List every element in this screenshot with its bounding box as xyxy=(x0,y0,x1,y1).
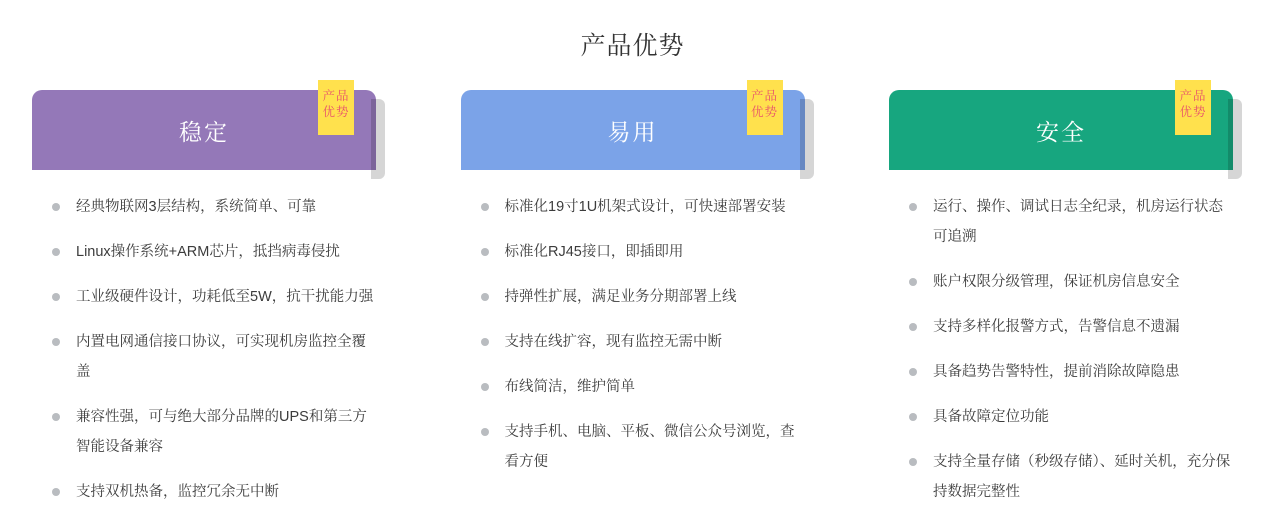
list-item-text: 账户权限分级管理，保证机房信息安全 xyxy=(933,274,1180,290)
bullet-dot-icon xyxy=(52,488,60,496)
card-shadow-tab xyxy=(371,99,385,179)
advantage-columns xyxy=(0,62,1265,522)
list-item-text: Linux操作系统+ARM芯片，抵挡病毒侵扰 xyxy=(76,244,340,260)
bullet-dot-icon xyxy=(481,293,489,301)
list-item xyxy=(477,282,805,312)
ribbon-badge xyxy=(1175,80,1211,135)
bullet-dot-icon xyxy=(909,413,917,421)
bullet-dot-icon xyxy=(909,278,917,286)
bullet-dot-icon xyxy=(909,323,917,331)
bullet-dot-icon xyxy=(481,203,489,211)
bullet-dot-icon xyxy=(909,368,917,376)
advantage-column-security xyxy=(889,90,1233,522)
list-item xyxy=(48,282,376,312)
list-item xyxy=(48,192,376,222)
bullet-dot-icon xyxy=(481,383,489,391)
list-item-text: 具备故障定位功能 xyxy=(933,409,1049,425)
list-item-text: 支持在线扩容，现有监控无需中断 xyxy=(504,334,722,350)
bullet-dot-icon xyxy=(481,428,489,436)
bullet-list-usability xyxy=(461,170,805,477)
ribbon-tail-icon xyxy=(318,124,354,135)
list-item xyxy=(905,357,1233,387)
list-item xyxy=(477,372,805,402)
ribbon-badge xyxy=(747,80,783,135)
list-item xyxy=(905,402,1233,432)
page-title: 产品优势 xyxy=(580,32,685,60)
list-item xyxy=(905,267,1233,297)
ribbon-badge xyxy=(318,80,354,135)
list-item-text: 标准化RJ45接口，即插即用 xyxy=(504,244,684,260)
list-item xyxy=(477,192,805,222)
list-item xyxy=(905,447,1233,507)
card-title: 稳定 xyxy=(179,118,229,145)
list-item-text: 内置电网通信接口协议，可实现机房监控全覆盖 xyxy=(76,334,366,380)
bullet-dot-icon xyxy=(481,248,489,256)
bullet-list-security xyxy=(889,170,1233,507)
list-item-text: 支持多样化报警方式，告警信息不遗漏 xyxy=(933,319,1180,335)
bullet-list-stability xyxy=(32,170,376,507)
list-item xyxy=(48,402,376,462)
ribbon-label: 产品优势 xyxy=(322,89,350,119)
bullet-dot-icon xyxy=(52,248,60,256)
ribbon-label: 产品优势 xyxy=(1179,89,1207,119)
list-item xyxy=(477,417,805,477)
bullet-dot-icon xyxy=(52,413,60,421)
list-item-text: 布线简洁，维护简单 xyxy=(504,379,635,395)
list-item-text: 支持手机、电脑、平板、微信公众号浏览，查看方便 xyxy=(504,424,795,470)
list-item-text: 运行、操作、调试日志全纪录，机房运行状态可追溯 xyxy=(933,199,1223,245)
bullet-dot-icon xyxy=(52,338,60,346)
bullet-dot-icon xyxy=(52,293,60,301)
bullet-dot-icon xyxy=(52,203,60,211)
list-item xyxy=(905,192,1233,252)
card-shadow-tab xyxy=(800,99,814,179)
ribbon-tail-icon xyxy=(747,124,783,135)
card-title: 安全 xyxy=(1036,118,1086,145)
card-header-stability xyxy=(32,90,376,170)
list-item-text: 工业级硬件设计，功耗低至5W，抗干扰能力强 xyxy=(76,289,374,305)
card-shadow-tab xyxy=(1228,99,1242,179)
list-item xyxy=(477,327,805,357)
ribbon-label: 产品优势 xyxy=(750,89,778,119)
list-item xyxy=(48,237,376,267)
list-item-text: 持弹性扩展，满足业务分期部署上线 xyxy=(504,289,737,305)
advantage-column-stability xyxy=(32,90,376,522)
card-header-usability xyxy=(461,90,805,170)
list-item xyxy=(477,237,805,267)
list-item-text: 支持双机热备，监控冗余无中断 xyxy=(76,484,279,500)
list-item-text: 具备趋势告警特性，提前消除故障隐患 xyxy=(933,364,1180,380)
bullet-dot-icon xyxy=(909,458,917,466)
bullet-dot-icon xyxy=(909,203,917,211)
advantage-column-usability xyxy=(461,90,805,522)
list-item-text: 经典物联网3层结构，系统简单、可靠 xyxy=(76,199,317,215)
list-item-text: 标准化19寸1U机架式设计，可快速部署安装 xyxy=(504,199,786,215)
list-item-text: 支持全量存储（秒级存储）、延时关机，充分保持数据完整性 xyxy=(933,454,1231,500)
list-item-text: 兼容性强，可与绝大部分品牌的UPS和第三方智能设备兼容 xyxy=(76,409,367,455)
bullet-dot-icon xyxy=(481,338,489,346)
ribbon-tail-icon xyxy=(1175,124,1211,135)
list-item xyxy=(48,327,376,387)
list-item xyxy=(48,477,376,507)
card-title: 易用 xyxy=(607,118,658,145)
card-header-security xyxy=(889,90,1233,170)
list-item xyxy=(905,312,1233,342)
